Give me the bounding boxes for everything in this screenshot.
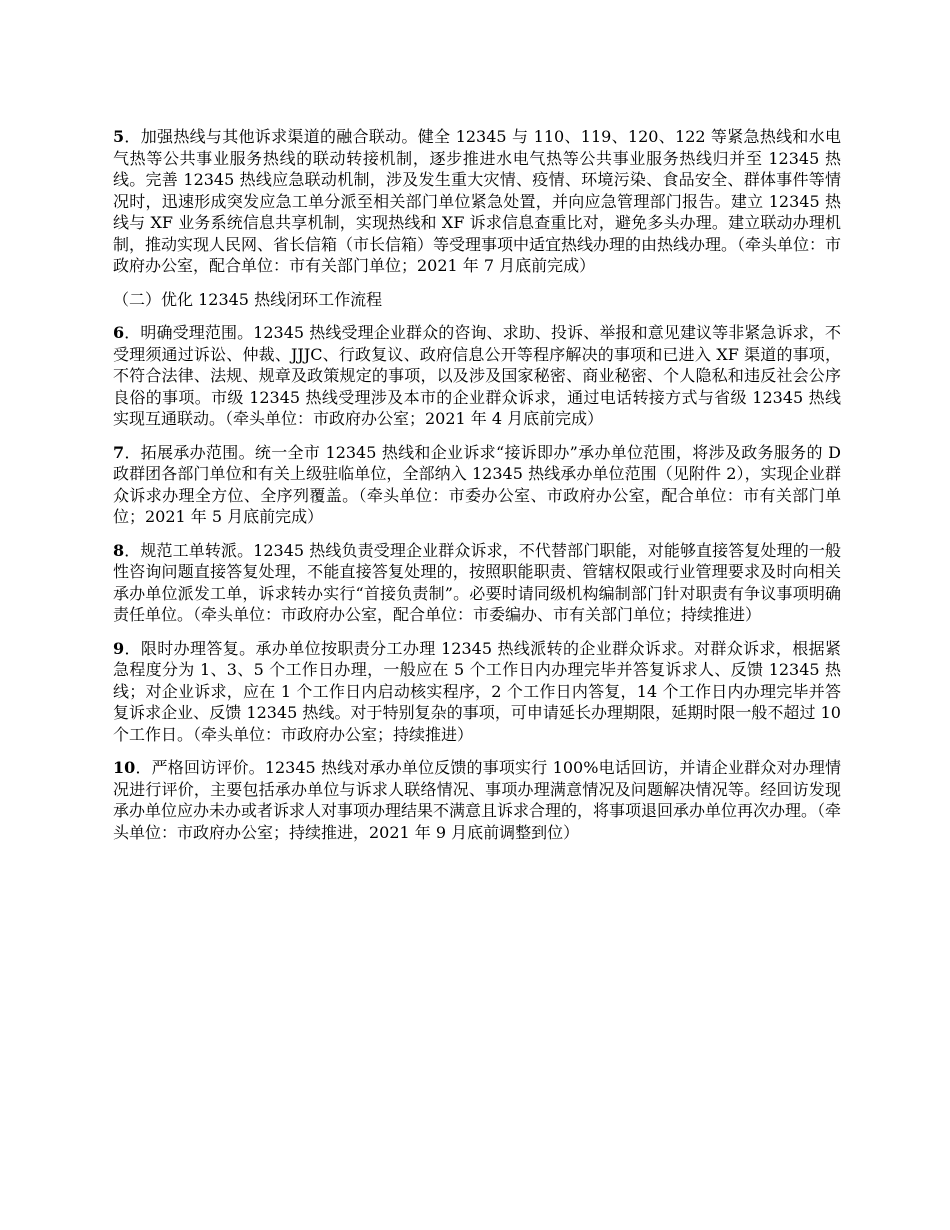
paragraph-5 bbox=[113, 126, 841, 277]
paragraph-8 bbox=[113, 540, 841, 626]
document-body bbox=[113, 126, 841, 855]
paragraph-6 bbox=[113, 322, 841, 430]
paragraph-number: 6 bbox=[113, 323, 125, 342]
paragraph-text: ．严格回访评价。12345 热线对承办单位反馈的事项实行 100%电话回访，并请企业群众对办理情况进行评价，主要包括承办单位与诉求人联络情况、事项办理满意情况及问题解决情况等。经回访发现承办单位应办未办或者诉求人对事项办理结果不满意且诉求合理的，将事项退回承办单位再次办理。（牵头单位：市政府办公室；持续推进，2021 年 9 月底前调整到位） bbox=[113, 758, 842, 842]
paragraph-number: 10 bbox=[113, 758, 136, 777]
paragraph-number: 5 bbox=[113, 127, 125, 146]
paragraph-text: ．拓展承办范围。统一全市 12345 热线和企业诉求“接诉即办”承办单位范围，将涉及政务服务的 D 政群团各部门单位和有关上级驻临单位，全部纳入 12345 热线承办单位范围（见附件 2），实现企业群众诉求办理全方位、全序列覆盖。（牵头单位：市委办公室、市政府办公室，配合单位：市有关部门单位；2021 年 5 月底前完成） bbox=[113, 442, 841, 526]
paragraph-text: ．加强热线与其他诉求渠道的融合联动。健全 12345 与 110、119、120、122 等紧急热线和水电气热等公共事业服务热线的联动转接机制，逐步推进水电气热等公共事业服务热线归并至 12345 热线。完善 12345 热线应急联动机制，涉及发生重大灾情、疫情、环境污染、食品安全、群体事件等情况时，迅速形成突发应急工单分派至相关部门单位紧急处置，并向应急管理部门报告。建立 12345 热线与 XF 业务系统信息共享机制，实现热线和 XF 诉求信息查重比对，避免多头办理。建立联动办理机制，推动实现人民网、省长信箱（市长信箱）等受理事项中适宜热线办理的由热线办理。（牵头单位：市政府办公室，配合单位：市有关部门单位；2021 年 7 月底前完成） bbox=[113, 127, 842, 275]
paragraph-text: ．限时办理答复。承办单位按职责分工办理 12345 热线派转的企业群众诉求。对群众诉求，根据紧急程度分为 1、3、5 个工作日办理，一般应在 5 个工作日内办理完毕并答复诉求人、反馈 12345 热线；对企业诉求，应在 1 个工作日内启动核实程序，2 个工作日内答复，14 个工作日内办理完毕并答复诉求企业、反馈 12345 热线。对于特别复杂的事项，可申请延长办理期限，延期时限一般不超过 10 个工作日。（牵头单位：市政府办公室；持续推进） bbox=[113, 638, 841, 744]
paragraph-number: 8 bbox=[113, 540, 125, 560]
section-heading: （二）优化 12345 热线闭环工作流程 bbox=[113, 289, 383, 309]
paragraph-text: ．明确受理范围。12345 热线受理企业群众的咨询、求助、投诉、举报和意见建议等非紧急诉求，不受理须通过诉讼、仲裁、JJJC、行政复议、政府信息公开等程序解决的事项和已进入 XF 渠道的事项，不符合法律、法规、规章及政策规定的事项，以及涉及国家秘密、商业秘密、个人隐私和违反社会公序良俗的事项。市级 12345 热线受理涉及本市的企业群众诉求，通过电话转接方式与省级 12345 热线实现互通联动。（牵头单位：市政府办公室；2021 年 4 月底前完成） bbox=[113, 323, 841, 428]
paragraph-9 bbox=[113, 638, 841, 746]
paragraph-7 bbox=[113, 442, 841, 528]
paragraph-number: 7 bbox=[113, 442, 125, 462]
paragraph-10 bbox=[113, 757, 841, 843]
paragraph-number: 9 bbox=[113, 638, 125, 658]
paragraph-text: ．规范工单转派。12345 热线负责受理企业群众诉求，不代替部门职能，对能够直接答复处理的一般性咨询问题直接答复处理，不能直接答复处理的，按照职能职责、管辖权限或行业管理要求及时向相关承办单位派发工单，诉求转办实行“首接负责制”。必要时请同级机构编制部门针对职责有争议事项明确责任单位。（牵头单位：市政府办公室，配合单位：市委编办、市有关部门单位；持续推进） bbox=[113, 540, 841, 624]
